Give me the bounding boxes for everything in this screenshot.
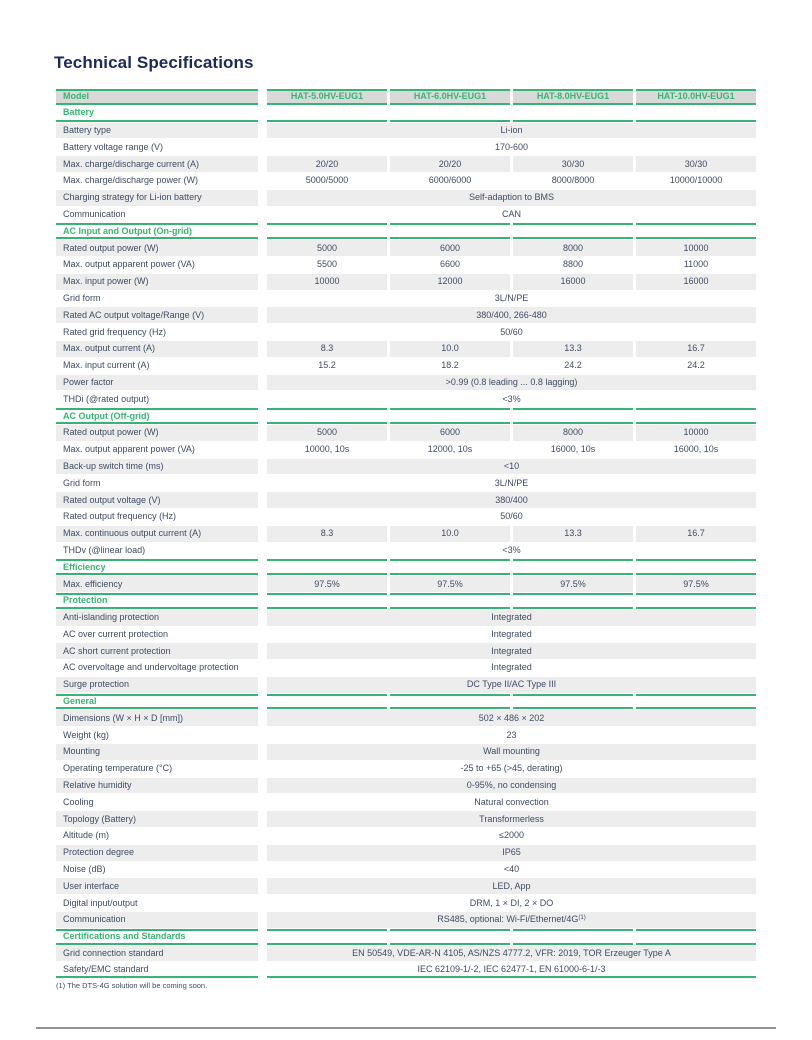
row-value-cell: 20/20 [390,156,510,172]
row-value-cell: 97.5% [390,576,510,592]
spec-row [56,139,756,155]
row-value-cell: 10000 [636,425,756,441]
spec-row [56,173,756,189]
row-merged-value-cell: 380/400 [267,492,756,508]
section-spacer-cell [267,408,387,424]
spec-row [56,123,756,139]
row-merged-value-cell: 50/60 [500,511,523,522]
row-merged-value-cell: ≤2000 [499,830,524,841]
section-row [56,408,756,424]
row-value-cell: 10.0 [390,526,510,542]
row-value-cell: 6600 [439,259,461,270]
row-label-cell: Charging strategy for Li-ion battery [56,190,258,206]
row-label-cell: Rated output power (W) [56,425,258,441]
row-merged-value-cell: CAN [501,208,521,219]
row-label-cell: Max. output current (A) [56,341,258,357]
row-merged-value-cell: DRM, 1 × DI, 2 × DO [469,897,554,908]
row-merged-value-cell: 23 [506,729,517,740]
row-value-cell: 6000 [390,425,510,441]
row-value-cell: 24.2 [564,360,582,371]
row-value-cell: 30/30 [513,156,633,172]
row-merged-value-cell: IP65 [267,845,756,861]
row-value-cell: 16000 [636,274,756,290]
spec-row [56,727,756,743]
row-label-cell: Max. continuous output current (A) [56,526,258,542]
row-merged-value-cell: Transformerless [267,811,756,827]
section-title-cell: Efficiency [56,559,258,575]
section-spacer-cell [267,559,387,575]
row-merged-value-cell: <3% [502,544,521,555]
spec-row [56,156,756,172]
section-title-cell: AC Output (Off-grid) [56,408,258,424]
row-merged-value-cell: Natural convection [474,796,549,807]
spec-row [56,291,756,307]
row-merged-value-cell: EN 50549, VDE-AR-N 4105, AS/NZS 4777.2, VFR: 2019, TOR Erzeuger Type A [267,946,756,962]
table-header-row [56,89,756,105]
section-row [56,593,756,609]
row-value-cell: 15.2 [318,360,336,371]
footnote: (1) The DTS-4G solution will be coming soon. [56,981,208,990]
row-label-cell: Protection degree [56,845,258,861]
section-title-cell: Battery [56,106,258,122]
row-merged-value-cell: 502 × 486 × 202 [267,710,756,726]
spec-row [56,845,756,861]
spec-row [56,274,756,290]
row-value-cell: 10000 [636,240,756,256]
section-spacer-cell [390,559,510,575]
section-title-cell: Protection [56,593,258,609]
row-value-cell: 5000 [267,425,387,441]
section-spacer-cell [390,694,510,710]
model-header-cell: Model [56,89,258,105]
section-spacer-cell [636,559,756,575]
row-merged-value-cell: <10 [267,459,756,475]
row-merged-value-cell: Integrated [267,610,756,626]
spec-row [56,358,756,374]
row-label-cell: Rated output voltage (V) [56,492,258,508]
row-label-cell: Altitude (m) [63,830,110,841]
section-spacer-cell [267,223,387,239]
row-merged-value-cell: IEC 62109-1/-2, IEC 62477-1, EN 61000-6-1/-3 [267,962,756,978]
row-label-cell: Noise (dB) [63,864,106,875]
spec-row [56,912,756,928]
row-label-cell: Surge protection [56,677,258,693]
row-value-cell: 8.3 [267,341,387,357]
row-label-cell: THDi (@rated output) [63,393,150,404]
row-value-cell: 24.2 [687,360,705,371]
row-label-cell: Rated output power (W) [56,240,258,256]
spec-row [56,677,756,693]
row-merged-value-cell: <3% [502,393,521,404]
spec-row [56,610,756,626]
row-merged-value-cell: RS485, optional: Wi-Fi/Ethernet/4G $^{(1)}$ [267,912,756,928]
row-merged-value-cell: 3L/N/PE [494,477,529,488]
section-spacer-cell [513,694,633,710]
spec-row [56,425,756,441]
section-spacer-cell [636,106,756,122]
spec-row [56,643,756,659]
row-label-cell: Battery type [56,123,258,139]
row-label-cell: Power factor [56,375,258,391]
spec-row [56,442,756,458]
spec-row [56,761,756,777]
section-spacer-cell [267,593,387,609]
row-label-cell: Digital input/output [63,897,138,908]
row-value-cell: 18.2 [441,360,459,371]
row-label-cell: Rated output frequency (Hz) [63,511,177,522]
spec-table [56,89,756,979]
row-label-cell: User interface [56,878,258,894]
row-label-cell: THDv (@linear load) [63,544,146,555]
row-value-cell: 16.7 [636,526,756,542]
section-spacer-cell [636,408,756,424]
row-label-cell: Max. input power (W) [56,274,258,290]
row-value-cell: 30/30 [636,156,756,172]
row-value-cell: 13.3 [513,341,633,357]
spec-row [56,710,756,726]
footnote-marker: (1) [578,914,586,921]
spec-row [56,391,756,407]
section-row [56,694,756,710]
spec-row [56,375,756,391]
row-value-cell: 10.0 [390,341,510,357]
section-spacer-cell [513,408,633,424]
model-name-cell: HAT-8.0HV-EUG1 [513,89,633,105]
section-spacer-cell [267,929,387,945]
row-label-cell: Communication [63,208,126,219]
row-label-cell: AC over current protection [63,628,169,639]
section-spacer-cell [513,929,633,945]
row-label-cell: Operating temperature (°C) [63,763,173,774]
row-merged-value-cell: Integrated [491,628,532,639]
section-title-cell: Certifications and Standards [56,929,258,945]
section-row [56,559,756,575]
section-row [56,223,756,239]
row-merged-value-cell: 3L/N/PE [494,292,529,303]
row-value-cell: 10000 [267,274,387,290]
section-title-cell: General [56,694,258,710]
row-value-cell: 97.5% [267,576,387,592]
section-spacer-cell [390,408,510,424]
section-spacer-cell [636,694,756,710]
row-value-cell: 5000/5000 [305,175,349,186]
model-name-cell: HAT-10.0HV-EUG1 [636,89,756,105]
spec-row [56,475,756,491]
spec-row [56,828,756,844]
section-row [56,929,756,945]
spec-row [56,962,756,978]
model-name-cell: HAT-5.0HV-EUG1 [267,89,387,105]
row-value-cell: 16000 [513,274,633,290]
spec-row [56,660,756,676]
row-label-cell: Max. charge/discharge power (W) [63,175,199,186]
spec-row [56,190,756,206]
row-label-cell: Grid form [63,292,101,303]
spec-row [56,240,756,256]
row-value-cell: 12000, 10s [427,444,473,455]
row-value-cell: 16.7 [636,341,756,357]
spec-row [56,207,756,223]
section-spacer-cell [267,694,387,710]
section-spacer-cell [513,223,633,239]
spec-row [56,862,756,878]
spec-row [56,794,756,810]
row-value-cell: 5500 [316,259,338,270]
section-spacer-cell [513,559,633,575]
spec-row [56,946,756,962]
section-spacer-cell [636,593,756,609]
row-value-cell: 8000 [513,240,633,256]
model-name-cell: HAT-6.0HV-EUG1 [390,89,510,105]
row-label-cell: Grid connection standard [56,946,258,962]
row-value-cell: 97.5% [513,576,633,592]
section-spacer-cell [513,106,633,122]
row-label-cell: Topology (Battery) [56,811,258,827]
row-value-cell: 11000 [683,259,709,270]
spec-row [56,324,756,340]
row-label-cell: AC overvoltage and undervoltage protection [63,662,239,673]
row-label-cell: AC short current protection [56,643,258,659]
row-label-cell: Communication [56,912,258,928]
row-value-cell: 8000/8000 [551,175,595,186]
row-merged-value-cell: Self-adaption to BMS [267,190,756,206]
row-merged-value-cell: Wall mounting [267,744,756,760]
row-value-cell: 97.5% [636,576,756,592]
page-title: Technical Specifications [54,53,254,72]
row-value-cell: 5000 [267,240,387,256]
section-spacer-cell [636,929,756,945]
row-value-cell: 10000/10000 [669,175,723,186]
row-value-cell: 8000 [513,425,633,441]
row-label-cell: Relative humidity [56,778,258,794]
row-merged-value-cell: Integrated [267,643,756,659]
row-merged-value-cell: 170-600 [494,141,529,152]
row-label-cell: Max. charge/discharge current (A) [56,156,258,172]
row-merged-value-cell: LED, App [267,878,756,894]
spec-row [56,459,756,475]
section-spacer-cell [390,106,510,122]
spec-row [56,307,756,323]
spec-row [56,543,756,559]
row-label-cell: Back-up switch time (ms) [56,459,258,475]
section-spacer-cell [513,593,633,609]
section-title-cell: AC Input and Output (On-grid) [56,223,258,239]
section-spacer-cell [390,223,510,239]
spec-row [56,341,756,357]
row-merged-value-cell: >0.99 (0.8 leading ... 0.8 lagging) [267,375,756,391]
row-value-cell: 8800 [562,259,584,270]
row-merged-value-cell: Integrated [491,662,532,673]
row-merged-value-cell: 0-95%, no condensing [267,778,756,794]
footer-divider [36,1027,776,1029]
row-label-cell: Safety/EMC standard [56,962,258,978]
row-value-cell: 12000 [390,274,510,290]
spec-row [56,878,756,894]
row-label-cell: Anti-islanding protection [56,610,258,626]
row-label-cell: Max. output apparent power (VA) [63,259,195,270]
spec-row [56,492,756,508]
row-merged-value-cell: -25 to +65 (>45, derating) [460,763,563,774]
spec-row [56,257,756,273]
row-value-cell: 8.3 [267,526,387,542]
section-spacer-cell [636,223,756,239]
row-label-cell: Dimensions (W × H × D [mm]) [56,710,258,726]
row-value-cell: 13.3 [513,526,633,542]
row-label-cell: Mounting [56,744,258,760]
spec-row [56,778,756,794]
row-value-cell: 20/20 [267,156,387,172]
section-spacer-cell [390,593,510,609]
row-label-cell: Weight (kg) [63,729,109,740]
row-label-cell: Max. output apparent power (VA) [63,444,195,455]
section-row [56,106,756,122]
section-spacer-cell [390,929,510,945]
row-value-cell: 6000 [390,240,510,256]
spec-row [56,627,756,643]
row-merged-value-cell: 50/60 [500,326,523,337]
row-label-cell: Rated grid frequency (Hz) [63,326,167,337]
row-value-cell: 16000, 10s [550,444,596,455]
spec-row [56,576,756,592]
row-label-cell: Battery voltage range (V) [63,141,164,152]
spec-row [56,526,756,542]
row-value-cell: 10000, 10s [304,444,350,455]
row-value-cell: 6000/6000 [428,175,472,186]
row-merged-value-cell: DC Type II/AC Type III [267,677,756,693]
row-merged-value-cell: 380/400, 266-480 [267,307,756,323]
row-merged-value-cell: <40 [503,864,520,875]
spec-row [56,811,756,827]
spec-row [56,509,756,525]
row-merged-value-cell: Li-ion [267,123,756,139]
row-label-cell: Max. input current (A) [63,360,150,371]
row-label-cell: Max. efficiency [56,576,258,592]
row-label-cell: Rated AC output voltage/Range (V) [56,307,258,323]
spec-row [56,744,756,760]
row-label-cell: Grid form [63,477,101,488]
row-label-cell: Cooling [63,796,94,807]
row-value-cell: 16000, 10s [673,444,719,455]
spec-row [56,895,756,911]
section-spacer-cell [267,106,387,122]
